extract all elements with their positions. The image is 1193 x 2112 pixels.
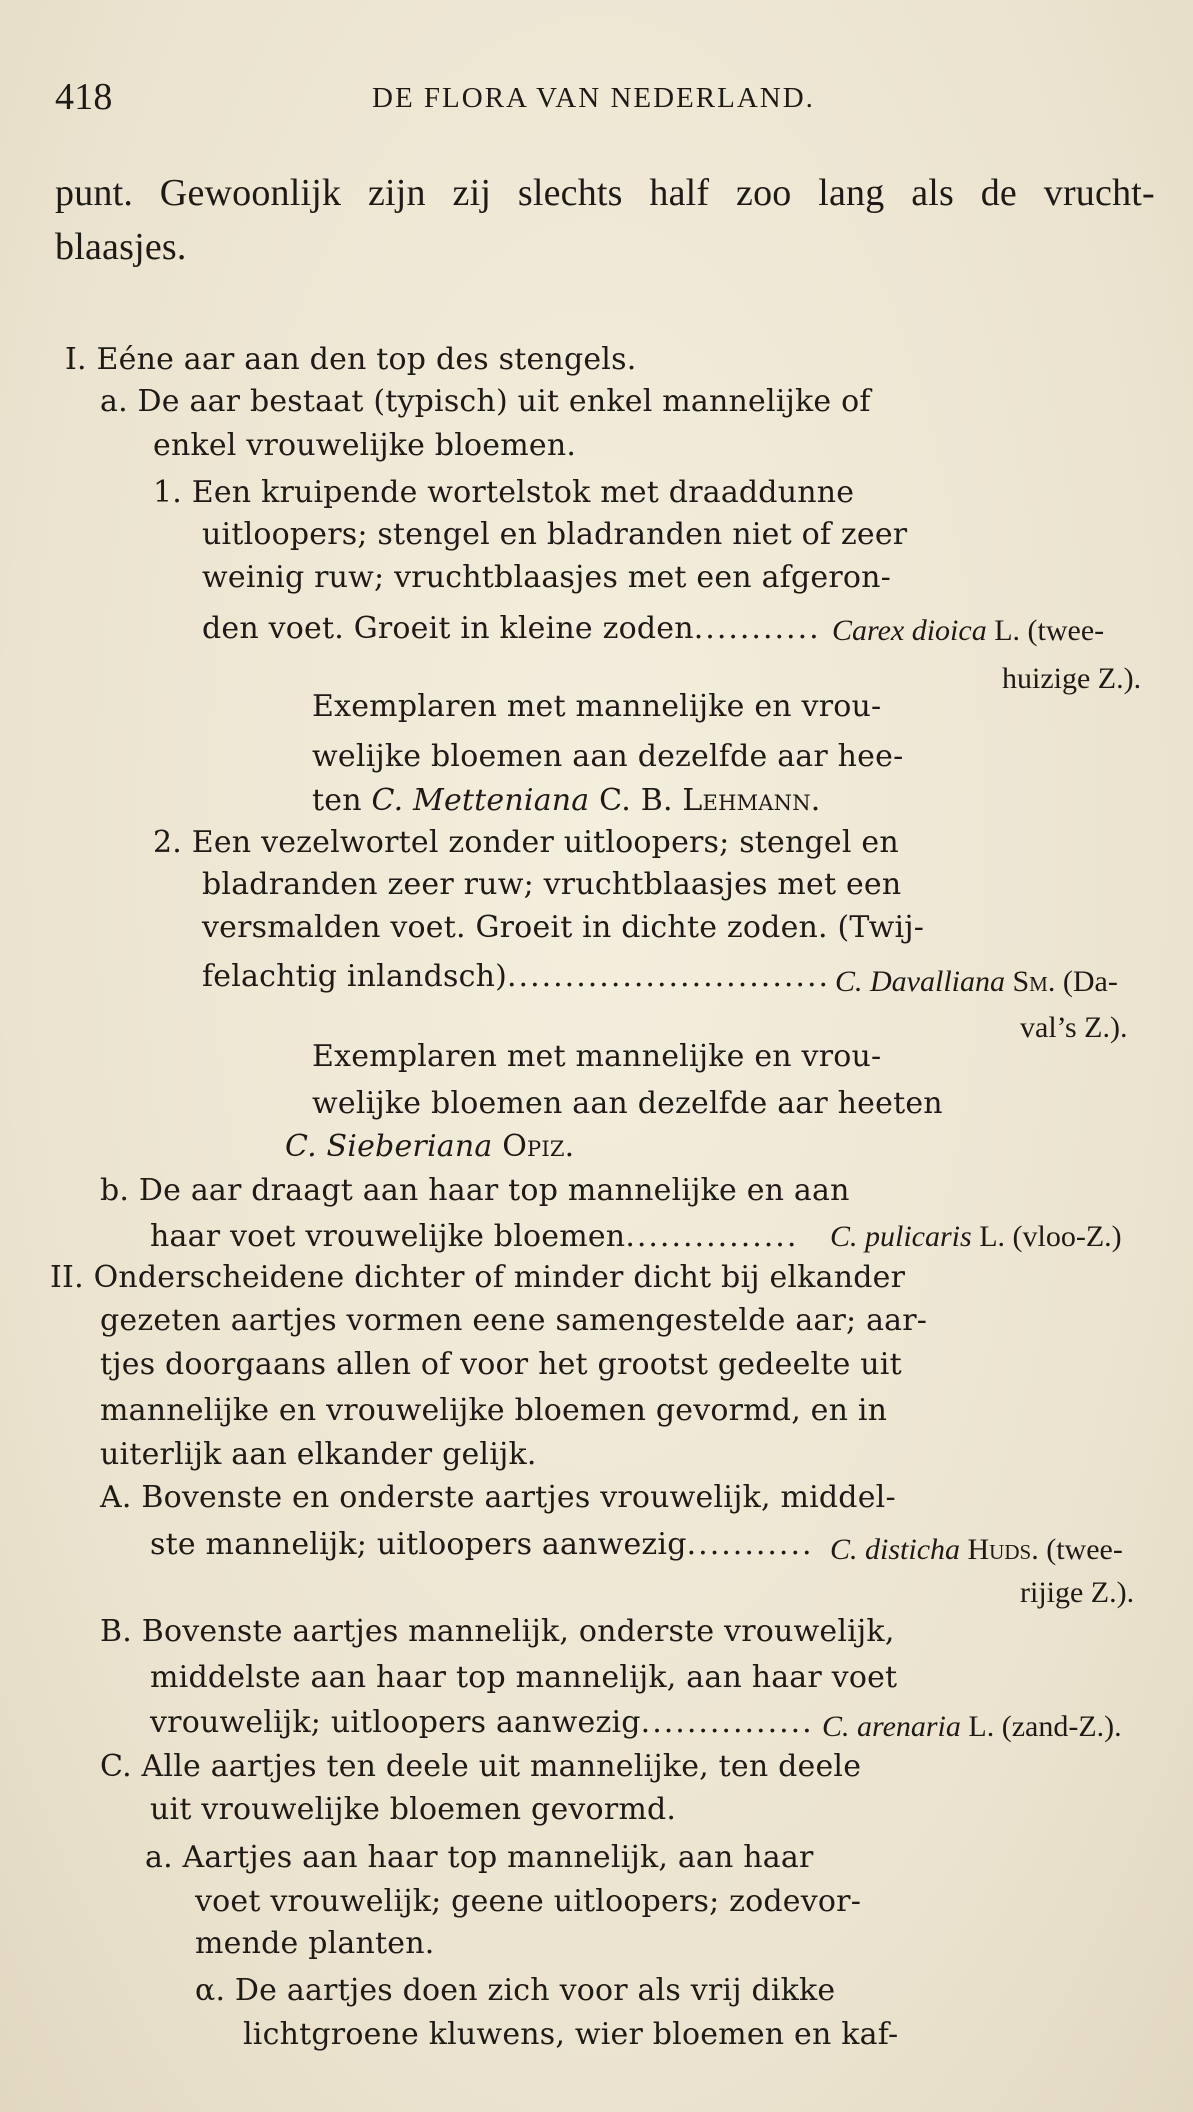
note-Ia2-line1: Exemplaren met mannelijke en vrou- [312, 1039, 882, 1074]
key-Ia1-line2: uitloopers; stengel en bladranden niet of zeer [202, 517, 908, 552]
note-text: ten [312, 783, 362, 818]
species-entry [822, 1712, 1122, 1742]
species-name: C. disticha [830, 1533, 961, 1566]
intro-word: Gewoonlijk [159, 172, 342, 214]
common-name-continued: rijige Z.). [1020, 1576, 1135, 1609]
intro-word: vrucht- [1043, 172, 1155, 214]
note-Ia2-line2: welijke bloemen aan dezelfde aar heeten [312, 1086, 943, 1121]
intro-word: zoo [736, 172, 792, 214]
key-IIC-line2: uit vrouwelijke bloemen gevormd. [150, 1792, 677, 1827]
common-name: (twee- [1046, 1533, 1123, 1566]
species-name: C. Davalliana [835, 965, 1005, 998]
note-Ia1-line3 [312, 783, 821, 818]
common-name: (Da- [1062, 965, 1118, 998]
species-author: Sm. [1012, 965, 1056, 998]
leader-dots: ........... [686, 1527, 814, 1562]
key-IIA-text: ste mannelijk; uitloopers aanwezig [150, 1527, 687, 1562]
key-IIB-line3 [150, 1705, 814, 1740]
running-title: DE FLORA VAN NEDERLAND. [372, 82, 815, 114]
key-II-line2: gezeten aartjes vormen eene samengestelde aar; aar- [100, 1303, 928, 1338]
key-Ia-line2: enkel vrouwelijke bloemen. [153, 428, 577, 463]
key-IIA-line2 [150, 1527, 814, 1562]
note-Ia2-line3 [285, 1129, 575, 1164]
intro-word: punt. [55, 172, 134, 214]
species-author: C. B. Lehmann. [599, 783, 821, 818]
key-II-line3: tjes doorgaans allen of voor het grootst gedeelte uit [100, 1347, 902, 1382]
key-Ia2-line3: versmalden voet. Groeit in dichte zoden. (Twij- [202, 910, 925, 945]
key-Ia-line1: a. De aar bestaat (typisch) uit enkel mannelijke of [100, 384, 871, 419]
species-name: C. pulicaris [830, 1220, 972, 1253]
key-II-line4: mannelijke en vrouwelijke bloemen gevormd, en in [100, 1393, 888, 1428]
key-Ia1-line3: weinig ruw; vruchtblaasjes met een afgeron- [202, 560, 891, 595]
leader-dots: ............... [640, 1705, 814, 1740]
key-Ib-line1: b. De aar draagt aan haar top mannelijke en aan [100, 1173, 850, 1208]
leader-dots: ............... [625, 1219, 799, 1254]
key-II-line5: uiterlijk aan elkander gelijk. [100, 1437, 537, 1472]
common-name: (twee- [1027, 614, 1105, 647]
common-name: (vloo-Z.) [1012, 1220, 1122, 1253]
species-author: L. [979, 1220, 1006, 1253]
intro-word: slechts [517, 172, 623, 214]
intro-word: als [911, 172, 954, 214]
species-author: L. [968, 1710, 995, 1743]
key-IIB-text: vrouwelijk; uitloopers aanwezig [150, 1705, 641, 1740]
key-Ib-text: haar voet vrouwelijke bloemen [150, 1219, 626, 1254]
key-Ia1-line1: 1. Een kruipende wortelstok met draaddunne [153, 475, 855, 510]
species-author: L. [994, 614, 1021, 647]
common-name-continued: huizige Z.). [1002, 662, 1142, 695]
species-entry [835, 967, 1118, 997]
key-IIB-line2: middelste aan haar top mannelijk, aan haar voet [150, 1660, 898, 1695]
species-entry [832, 616, 1104, 646]
key-IICa-line3: mende planten. [195, 1926, 435, 1961]
key-I: I. Eéne aar aan den top des stengels. [65, 342, 637, 377]
key-Ia2-text: felachtig inlandsch) [202, 959, 507, 994]
note-Ia1-line1: Exemplaren met mannelijke en vrou- [312, 689, 882, 724]
key-IIC-line1: C. Alle aartjes ten deele uit mannelijke, ten deele [100, 1749, 862, 1784]
key-IICa-alpha-line1: α. De aartjes doen zich voor als vrij dikke [195, 1973, 836, 2008]
intro-line-1 [55, 174, 1155, 212]
species-author: Huds. [967, 1533, 1039, 1566]
intro-word: zij [452, 172, 492, 214]
key-IIB-line1: B. Bovenste aartjes mannelijk, onderste vrouwelijk, [100, 1614, 895, 1649]
species-name: C. Metteniana [371, 783, 590, 818]
key-IIA-line1: A. Bovenste en onderste aartjes vrouwelijk, middel- [100, 1480, 896, 1515]
intro-line-2: blaasjes. [55, 226, 187, 268]
species-entry [830, 1222, 1122, 1252]
key-Ia1-text: den voet. Groeit in kleine zoden [202, 611, 694, 646]
key-Ia2-line2: bladranden zeer ruw; vruchtblaasjes met een [202, 867, 902, 902]
species-name: C. arenaria [822, 1710, 961, 1743]
key-Ia2-line1: 2. Een vezelwortel zonder uitloopers; stengel en [153, 825, 899, 860]
key-IICa-line1: a. Aartjes aan haar top mannelijk, aan haar [145, 1840, 814, 1875]
species-name: Carex dioica [832, 614, 987, 647]
species-entry [830, 1535, 1123, 1565]
leader-dots: ........... [693, 611, 821, 646]
intro-word: de [980, 172, 1018, 214]
intro-word: half [649, 172, 710, 214]
common-name-continued: val’s Z.). [1020, 1011, 1128, 1044]
intro-word: lang [818, 172, 885, 214]
leader-dots: ............................ [507, 959, 831, 994]
key-IICa-line2: voet vrouwelijk; geene uitloopers; zodevor- [195, 1884, 862, 1919]
common-name: (zand-Z.). [1001, 1710, 1122, 1743]
species-author: Opiz. [502, 1129, 575, 1164]
note-Ia1-line2: welijke bloemen aan dezelfde aar hee- [312, 739, 904, 774]
species-name: C. Sieberiana [285, 1129, 493, 1164]
page-number: 418 [55, 76, 113, 118]
intro-word: zijn [367, 172, 426, 214]
key-Ib-line2 [150, 1219, 799, 1254]
key-II-line1: II. Onderscheidene dichter of minder dicht bij elkander [50, 1260, 906, 1295]
key-Ia2-line4 [202, 959, 831, 994]
key-Ia1-line4 [202, 611, 821, 646]
key-IICa-alpha-line2: lichtgroene kluwens, wier bloemen en kaf- [243, 2017, 899, 2052]
